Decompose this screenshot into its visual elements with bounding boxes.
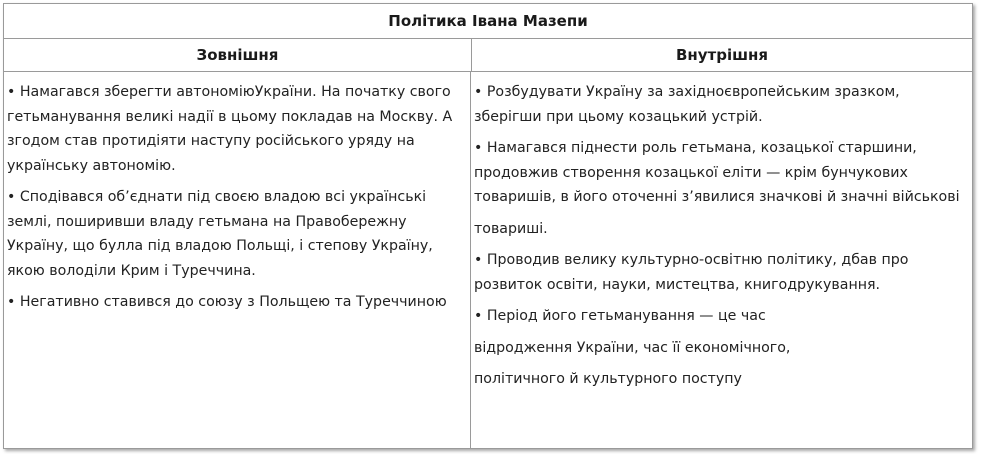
policy-table [3, 3, 973, 449]
external-item: • Сподівався об’єднати під своєю владою всі українські землі, поширивши владу гетьмана на Правобережну Україну, що булла під владою Польщі, і степову Україну, якою володіли Крим і Туреччина. [7, 189, 433, 279]
internal-item: • Намагався піднести роль гетьмана, козацької старшини, продовжив створення козацької еліти — крім бунчукових товаришів, в його оточенні з’явилися значкові й значні військові [474, 140, 960, 205]
internal-item-continuation: товариші. [474, 220, 548, 237]
table-body-row [4, 72, 972, 448]
external-item: • Негативно ставився до союзу з Польщею та Туреччиною [7, 294, 447, 310]
table-title: Політика Івана Мазепи [4, 4, 972, 39]
column-headers [4, 39, 972, 72]
internal-item: • Період його гетьманування — це час [474, 308, 766, 324]
header-internal: Внутрішня [675, 46, 769, 64]
internal-item-continuation: політичного й культурного поступу [474, 371, 742, 387]
header-external: Зовнішня [4, 39, 472, 71]
external-item: • Намагався зберегти автономіюУкраїни. На початку свого гетьманування великі надії в цьому покладав на Москву. А згодом став протидіяти наступу російського уряду на українську автономію. [7, 84, 453, 174]
external-policy-cell [4, 72, 471, 448]
internal-policy-cell [472, 72, 972, 448]
internal-item-continuation: відродження України, час її економічного, [474, 339, 791, 356]
internal-item: • Розбудувати Україну за західноєвропейським зразком, зберігши при цьому козацький устрій. [474, 84, 900, 125]
internal-item: • Проводив велику культурно-освітню політику, дбав про розвиток освіти, науки, мистецтва, книгодрукування. [474, 252, 909, 293]
